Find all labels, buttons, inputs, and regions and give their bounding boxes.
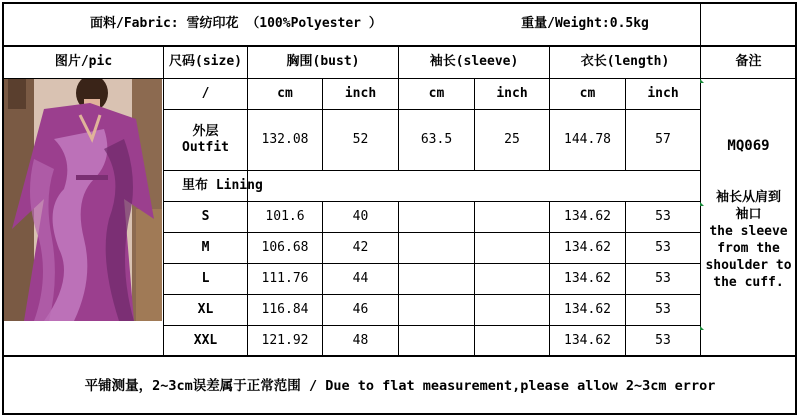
lining-bust-inch: 46 [352, 301, 369, 317]
lining-bust-cm: 106.68 [261, 239, 309, 255]
unit-size: / [201, 85, 210, 101]
outfit-label-cn: 外层 [192, 123, 219, 139]
col-header-sleeve: 袖长(sleeve) [429, 54, 519, 70]
lining-size: XXL [193, 332, 218, 348]
outfit-length-cm: 144.78 [564, 131, 611, 147]
lining-length-inch: 53 [655, 332, 671, 348]
vline-sleeve-bottom [398, 202, 399, 356]
lining-bust-inch: 44 [352, 270, 369, 286]
product-code: MQ069 [727, 138, 770, 155]
lining-bust-cm: 101.6 [265, 208, 305, 224]
sleeve-note [701, 180, 796, 300]
lining-length-cm: 134.62 [564, 208, 611, 224]
sleeve-note-en-2: from the [717, 241, 780, 256]
lining-length-inch: 53 [655, 239, 671, 255]
outfit-sleeve-cm: 63.5 [420, 131, 453, 147]
outfit-bust-cm: 132.08 [261, 131, 309, 147]
lining-length-inch: 53 [655, 301, 671, 317]
sleeve-note-cn-2: 袖口 [735, 206, 762, 222]
col-header-size: 尺码(size) [169, 54, 242, 70]
col-header-length: 衣长(length) [580, 54, 670, 70]
lining-length-inch: 53 [655, 270, 671, 286]
lining-bust-cm: 116.84 [261, 301, 309, 317]
unit-sleeve-inch: inch [496, 85, 528, 101]
outfit-length-inch: 57 [655, 131, 671, 147]
col-header-notes: 备注 [735, 54, 762, 70]
fabric-label: 面料/Fabric: 雪纺印花 （100%Polyester ） [90, 16, 382, 32]
sleeve-note-cn-1: 袖长从肩到 [715, 189, 781, 205]
lining-bust-inch: 48 [352, 332, 369, 348]
corner-mark [700, 202, 704, 206]
dress-illustration [4, 79, 162, 321]
lining-label: 里布 Lining [182, 177, 263, 193]
unit-bust-inch: inch [344, 85, 377, 101]
lining-size: M [201, 239, 210, 255]
outfit-label-en: Outfit [182, 140, 229, 155]
unit-length-inch: inch [647, 85, 679, 101]
sleeve-note-en-4: the cuff. [713, 275, 784, 291]
outfit-bust-inch: 52 [352, 131, 369, 147]
corner-mark [700, 79, 704, 83]
lining-length-cm: 134.62 [564, 270, 611, 286]
footer-note: 平铺测量，2~3cm误差属于正常范围 / Due to flat measurement,please allow 2~3cm error [84, 377, 716, 394]
lining-length-cm: 134.62 [564, 332, 611, 348]
sleeve-note-en-1: the sleeve [709, 223, 788, 239]
lining-bust-cm: 121.92 [261, 332, 309, 348]
lining-size: S [201, 208, 210, 224]
lining-length-cm: 134.62 [564, 301, 611, 317]
product-photo [4, 79, 162, 321]
lining-length-cm: 134.62 [564, 239, 611, 255]
unit-bust-cm: cm [277, 85, 293, 101]
corner-mark [700, 326, 704, 330]
unit-length-cm: cm [579, 85, 596, 101]
outfit-sleeve-inch: 25 [504, 131, 520, 147]
lining-size: L [201, 270, 210, 286]
lining-size: XL [197, 301, 214, 317]
unit-sleeve-cm: cm [428, 85, 445, 101]
lining-bust-cm: 111.76 [261, 270, 309, 286]
sleeve-note-en-3: shoulder to [705, 258, 792, 274]
weight-label: 重量/Weight:0.5kg [521, 16, 649, 32]
outfit-label [164, 110, 247, 170]
lining-bust-inch: 40 [352, 208, 369, 224]
col-header-bust: 胸围(bust) [286, 54, 360, 70]
vline-sleeve-split-bottom [474, 202, 475, 356]
lining-length-inch: 53 [655, 208, 671, 224]
col-header-pic: 图片/pic [54, 54, 113, 70]
lining-bust-inch: 42 [352, 239, 369, 255]
